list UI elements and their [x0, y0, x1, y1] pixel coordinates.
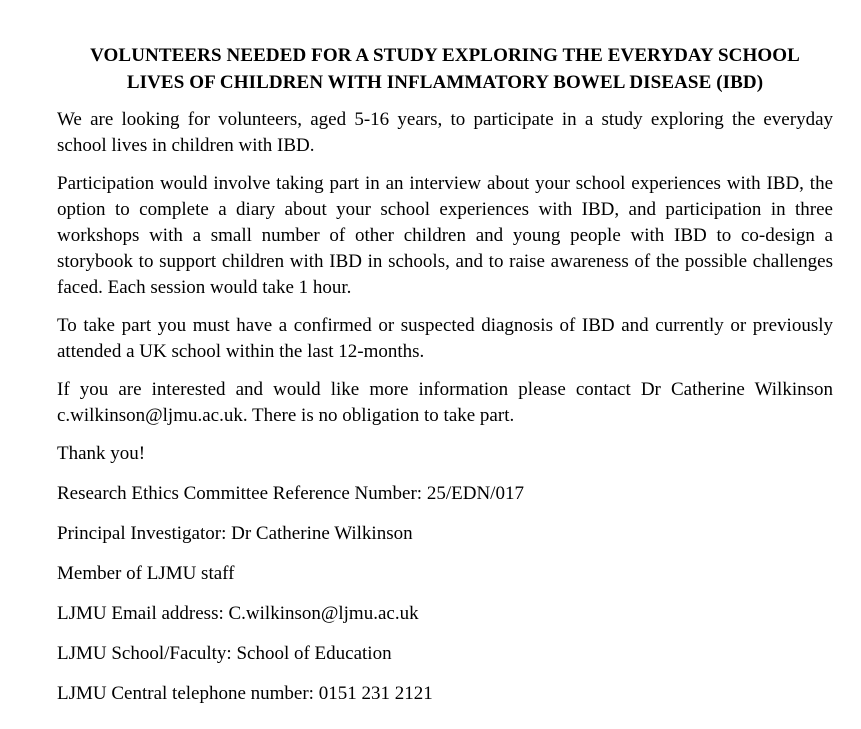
paragraph-eligibility: To take part you must have a confirmed or suspected diagnosis of IBD and currently or previously attended a UK school within the last 12-months. [57, 315, 833, 362]
title-line-1: VOLUNTEERS NEEDED FOR A STUDY EXPLORING THE EVERYDAY SCHOOL [90, 45, 800, 66]
paragraph-contact: If you are interested and would like more information please contact Dr Catherine Wilkinson c.wilkinson@ljmu.ac.uk. There is no obligation to take part. [57, 379, 833, 426]
school-faculty-line: LJMU School/Faculty: School of Education [57, 643, 392, 664]
telephone-line: LJMU Central telephone number: 0151 231 2121 [57, 683, 433, 704]
email-line: LJMU Email address: C.wilkinson@ljmu.ac.uk [57, 603, 419, 624]
staff-membership-line: Member of LJMU staff [57, 563, 235, 584]
principal-investigator-line: Principal Investigator: Dr Catherine Wilkinson [57, 523, 413, 544]
paragraph-intro: We are looking for volunteers, aged 5-16 years, to participate in a study exploring the everyday school lives in children with IBD. [57, 109, 833, 156]
title-line-2: LIVES OF CHILDREN WITH INFLAMMATORY BOWEL DISEASE (IBD) [126, 72, 764, 93]
thank-you-line: Thank you! [57, 443, 146, 464]
document-title [57, 42, 833, 96]
ethics-reference-line: Research Ethics Committee Reference Number: 25/EDN/017 [57, 483, 524, 504]
paragraph-participation: Participation would involve taking part in an interview about your school experiences with IBD, the option to complete a diary about your school experiences with IBD, and participation in three workshops with a small number of other children and young people with IBD to co-design a storybook to support children with IBD in schools, and to raise awareness of the possible challenges faced. Each session would take 1 hour. [57, 173, 833, 298]
